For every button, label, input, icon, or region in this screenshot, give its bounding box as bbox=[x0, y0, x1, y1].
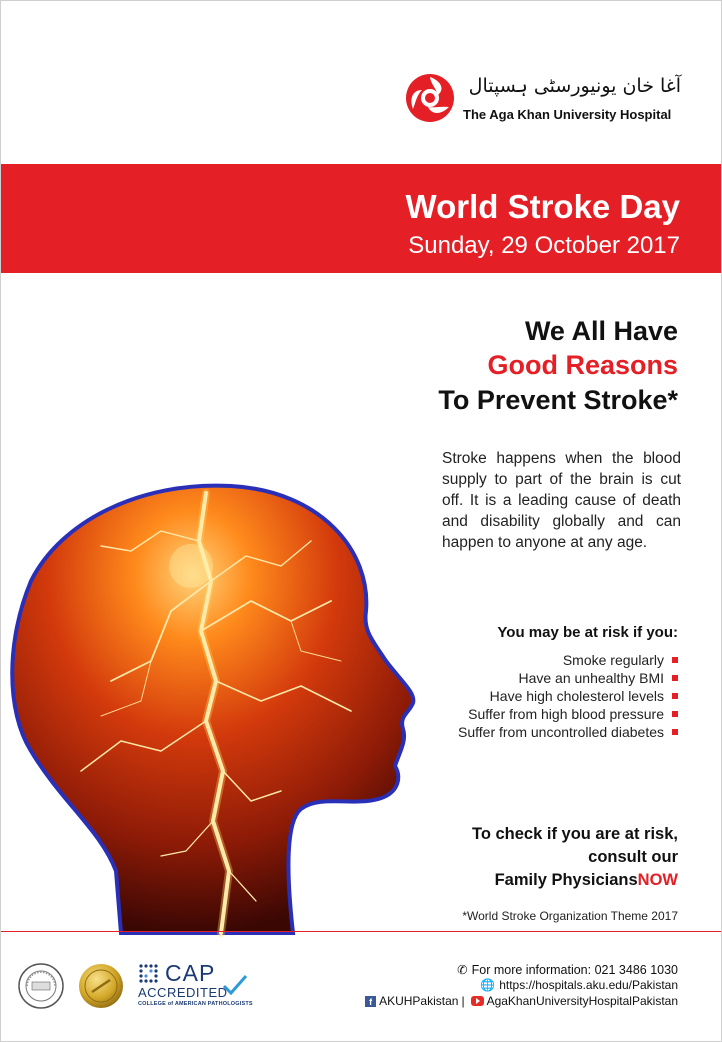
intro-paragraph: Stroke happens when the blood supply to part of the brain is cut off. It is a leading cause of death and disability globally and can happen to anyone at any age. bbox=[442, 450, 681, 551]
list-item bbox=[458, 687, 678, 705]
youtube-link[interactable]: AgaKhanUniversityHospitalPakistan bbox=[486, 994, 678, 1008]
phone-text: For more information: 021 3486 1030 bbox=[471, 962, 678, 977]
footnote: *World Stroke Organization Theme 2017 bbox=[462, 909, 678, 923]
cta-now: NOW bbox=[637, 871, 678, 889]
list-item bbox=[458, 651, 678, 669]
website-link[interactable]: https://hospitals.aku.edu/Pakistan bbox=[499, 978, 678, 992]
heading-line-2: Good Reasons bbox=[487, 350, 678, 380]
list-item bbox=[458, 669, 678, 687]
contact-website[interactable] bbox=[480, 978, 678, 992]
bullet-square-icon bbox=[672, 693, 678, 699]
contact-phone bbox=[457, 962, 678, 977]
facebook-link[interactable]: AKUHPakistan bbox=[379, 994, 459, 1008]
hospital-name: The Aga Khan University Hospital bbox=[463, 107, 672, 122]
risk-list bbox=[458, 651, 678, 741]
risk-item-label: Suffer from uncontrolled diabetes bbox=[458, 724, 664, 740]
cap-college-label: COLLEGE of AMERICAN PATHOLOGISTS bbox=[138, 1001, 253, 1007]
risk-title: You may be at risk if you: bbox=[497, 624, 678, 641]
youtube-icon[interactable] bbox=[471, 996, 484, 1006]
risk-item-label: Have an unhealthy BMI bbox=[518, 670, 664, 686]
heading-line-3: To Prevent Stroke* bbox=[438, 385, 678, 415]
risk-item-label: Suffer from high blood pressure bbox=[468, 706, 664, 722]
cta-line-3 bbox=[472, 869, 678, 892]
head-silhouette-illustration bbox=[1, 471, 441, 941]
globe-icon: 🌐 bbox=[480, 978, 496, 992]
cap-dots-logo-icon bbox=[138, 963, 160, 985]
risk-item-label: Smoke regularly bbox=[562, 652, 664, 668]
jci-gold-seal-icon bbox=[77, 962, 125, 1010]
call-to-action bbox=[472, 823, 678, 892]
bullet-square-icon bbox=[672, 675, 678, 681]
contact-social bbox=[365, 994, 678, 1008]
list-item bbox=[458, 705, 678, 723]
checkmark-icon bbox=[222, 973, 248, 997]
cta-family-physicians: Family Physicians bbox=[494, 871, 638, 889]
facebook-icon[interactable]: f bbox=[365, 996, 376, 1007]
bullet-square-icon bbox=[672, 657, 678, 663]
bullet-square-icon bbox=[672, 711, 678, 717]
banner-title: World Stroke Day bbox=[405, 188, 680, 225]
phone-icon: ✆ bbox=[457, 963, 468, 977]
heading-line-1: We All Have bbox=[524, 316, 678, 346]
aku-logo-icon bbox=[405, 73, 455, 123]
hospital-urdu-name: آغا خان یونیورسٹی ہسپتال bbox=[468, 75, 681, 97]
list-item bbox=[458, 723, 678, 741]
risk-item-label: Have high cholesterol levels bbox=[489, 688, 664, 704]
bullet-square-icon bbox=[672, 729, 678, 735]
iso-certification-seal-icon bbox=[17, 962, 65, 1010]
banner-date: Sunday, 29 October 2017 bbox=[408, 232, 680, 259]
title-banner bbox=[1, 164, 722, 273]
social-separator: | bbox=[461, 994, 465, 1008]
cta-line-2: consult our bbox=[588, 848, 678, 866]
footer-divider bbox=[1, 931, 722, 932]
cap-wordmark: CAP bbox=[165, 960, 216, 986]
cap-accredited-label: ACCREDITED bbox=[138, 985, 228, 1000]
cta-line-1: To check if you are at risk, bbox=[471, 825, 678, 843]
